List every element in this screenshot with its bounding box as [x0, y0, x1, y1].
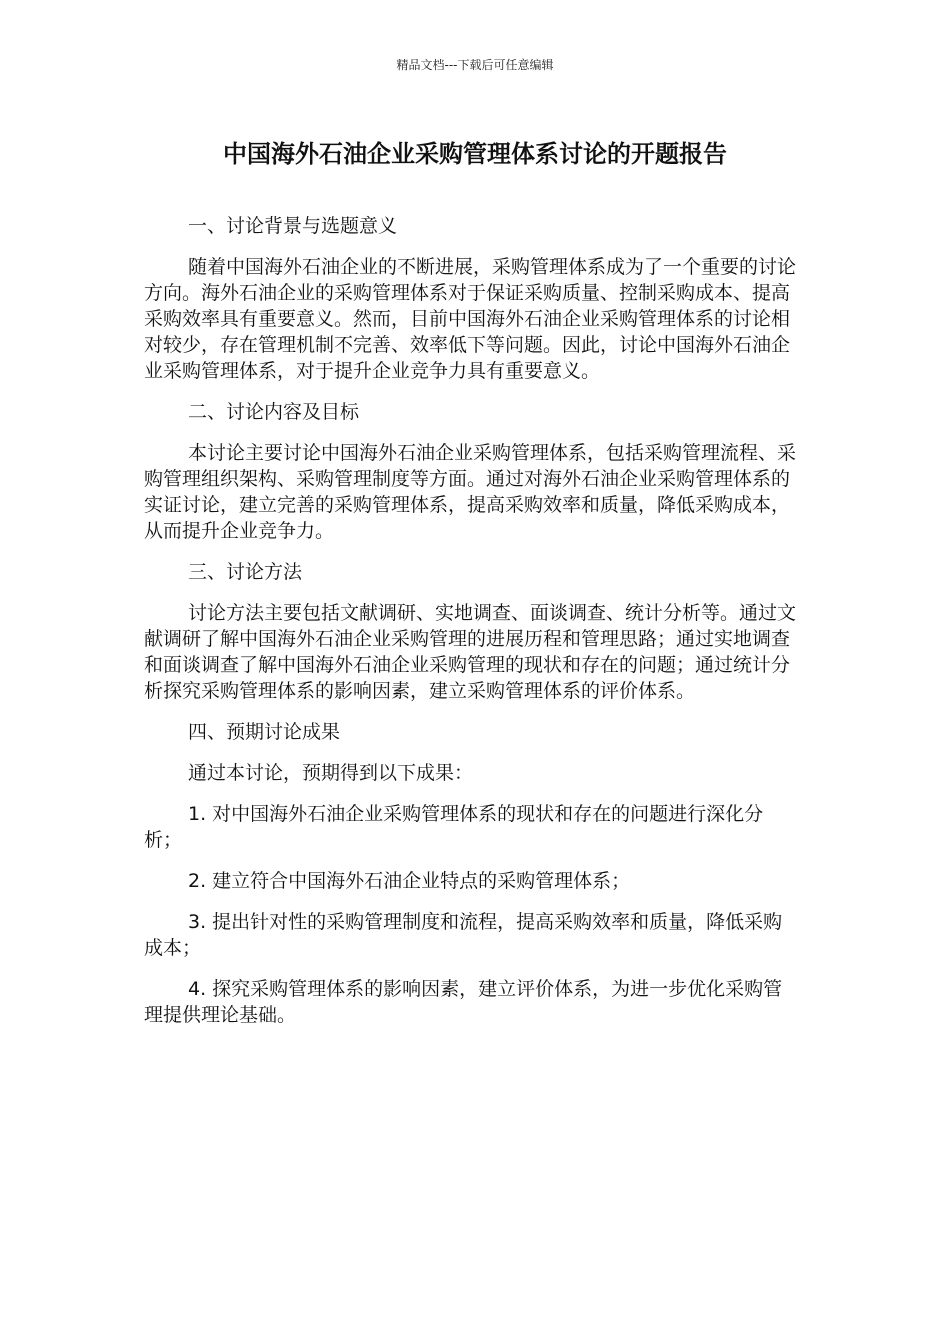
paragraph-content-goals: 本讨论主要讨论中国海外石油企业采购管理体系，包括采购管理流程、采购管理组织架构、采购管理制度等方面。通过对海外石油企业采购管理体系的实证讨论，建立完善的采购管理体系，提高采购效率和质量，降低采购成本，从而提升企业竞争力。 [144, 442, 797, 542]
section-heading-content-goals: 二、讨论内容及目标 [188, 401, 360, 423]
paragraph-expected-intro: 通过本讨论，预期得到以下成果： [188, 762, 474, 784]
document-body [144, 213, 798, 1028]
paragraph-background: 随着中国海外石油企业的不断进展，采购管理体系成为了一个重要的讨论方向。海外石油企业的采购管理体系对于保证采购质量、控制采购成本、提高采购效率具有重要意义。然而，目前中国海外石油企业采购管理体系的讨论相对较少，存在管理机制不完善、效率低下等问题。因此，讨论中国海外石油企业采购管理体系，对于提升企业竞争力具有重要意义。 [144, 256, 797, 382]
paragraph-methods: 讨论方法主要包括文献调研、实地调查、面谈调查、统计分析等。通过文献调研了解中国海外石油企业采购管理的进展历程和管理思路；通过实地调查和面谈调查了解中国海外石油企业采购管理的现状和存在的问题；通过统计分析探究采购管理体系的影响因素，建立采购管理体系的评价体系。 [144, 602, 797, 702]
section-heading-background: 一、讨论背景与选题意义 [188, 215, 398, 237]
document-title: 中国海外石油企业采购管理体系讨论的开题报告 [223, 140, 727, 168]
list-item-result-4: 4. 探究采购管理体系的影响因素，建立评价体系，为进一步优化采购管理提供理论基础。 [144, 978, 783, 1026]
section-heading-expected-results: 四、预期讨论成果 [188, 721, 341, 743]
section-heading-methods: 三、讨论方法 [188, 561, 303, 583]
list-item-result-3: 3. 提出针对性的采购管理制度和流程，提高采购效率和质量，降低采购成本； [144, 911, 783, 959]
page-header: 精品文档---下载后可任意编辑 [396, 58, 554, 72]
list-item-result-2: 2. 建立符合中国海外石油企业特点的采购管理体系； [188, 870, 631, 892]
list-item-result-1: 1. 对中国海外石油企业采购管理体系的现状和存在的问题进行深化分析； [144, 803, 764, 851]
